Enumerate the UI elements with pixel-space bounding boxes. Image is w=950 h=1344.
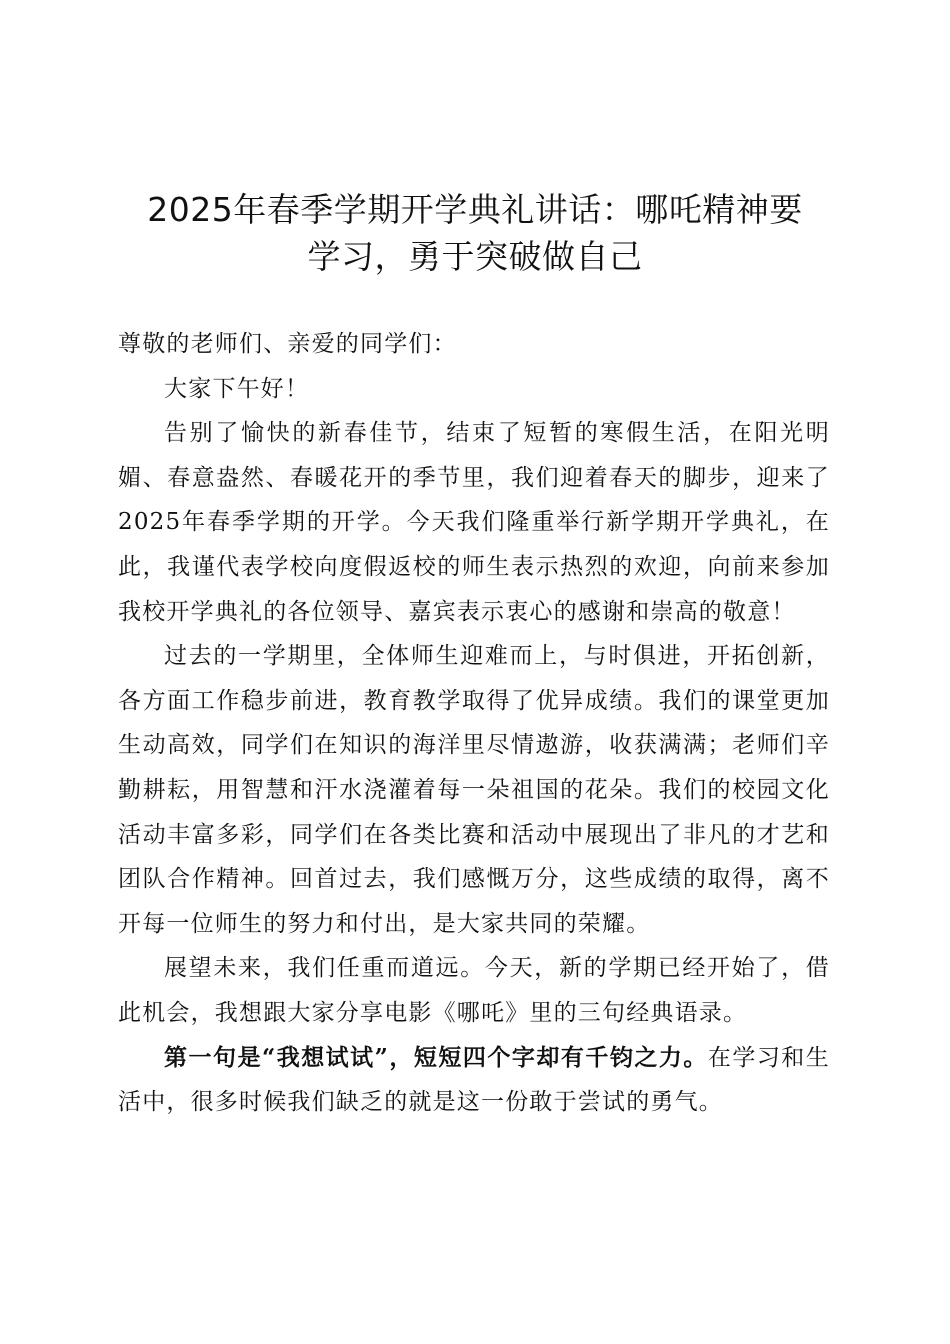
document-title <box>100 186 850 280</box>
paragraph-4 <box>118 1036 830 1125</box>
salutation: 尊敬的老师们、亲爱的同学们： <box>118 331 457 357</box>
greeting: 大家下午好！ <box>164 375 310 402</box>
paragraph-4-text: 在学习和生活中，很多时候我们缺乏的就是这一份敢于尝试的勇气。 <box>118 1044 831 1116</box>
document-body <box>118 322 830 1125</box>
paragraph-4-bold-lead: 第一句是“我想试试”，短短四个字却有千钧之力。 <box>164 1043 708 1071</box>
title-line-2: 学习，勇于突破做自己 <box>307 237 643 276</box>
title-line-1: 2025年春季学期开学典礼讲话：哪吒精神要 <box>147 190 803 229</box>
paragraph-3: 展望未来，我们任重而道远。今天，新的学期已经开始了，借此机会，我想跟大家分享电影《哪吒》里的三句经典语录。 <box>118 955 830 1026</box>
paragraph-1: 告别了愉快的新春佳节，结束了短暂的寒假生活，在阳光明媚、春意盎然、春暖花开的季节里，我们迎着春天的脚步，迎来了2025年春季学期的开学。今天我们隆重举行新学期开学典礼，在此，我谨代表学校向度假返校的师生表示热烈的欢迎，向前来参加我校开学典礼的各位领导、嘉宾表示衷心的感谢和崇高的敬意！ <box>118 420 830 625</box>
paragraph-2: 过去的一学期里，全体师生迎难而上，与时俱进，开拓创新，各方面工作稳步前进，教育教学取得了优异成绩。我们的课堂更加生动高效，同学们在知识的海洋里尽情遨游，收获满满；老师们辛勤耕耘，用智慧和汗水浇灌着每一朵祖国的花朵。我们的校园文化活动丰富多彩，同学们在各类比赛和活动中展现出了非凡的才艺和团队合作精神。回首过去，我们感慨万分，这些成绩的取得，离不开每一位师生的努力和付出，是大家共同的荣耀。 <box>118 643 830 937</box>
